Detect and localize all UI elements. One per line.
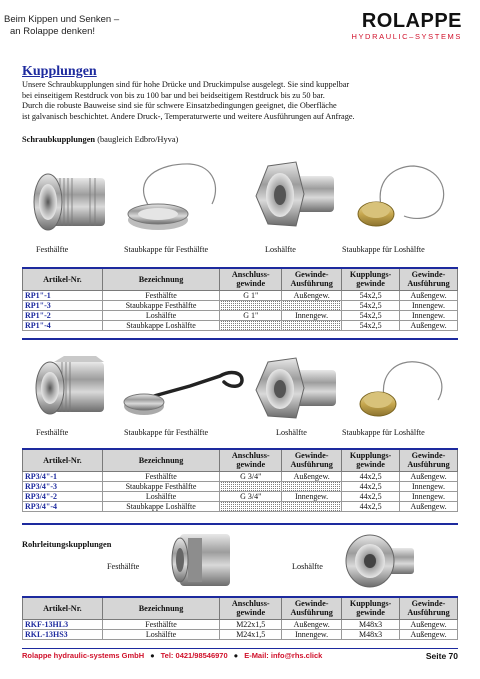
coupling-thread: M48x3 [342,629,400,639]
table-row [23,491,458,501]
article-number: RP3/4"-2 [23,491,103,501]
table-row [23,471,458,481]
table-row [23,310,458,320]
intro-line: bei einseitigem Restdruck von bis zu 100 bar und bei beidseitigem Restdruck bis zu 50 bar. [22,90,325,100]
table-header-row [23,449,458,471]
table-row [23,501,458,511]
header-thread-type: Gewinde- Ausführung [282,597,342,619]
header-article: Artikel-Nr. [23,449,103,471]
section-heading-text: Schraubkupplungen [22,135,96,144]
header-coupling-thread: Kupplungs- gewinde [342,268,400,290]
section-heading-pipe-couplings [22,540,111,549]
intro-line: Durch die robuste Bauweise sind sie für schwere Einsatzbedingungen geeignet, die Oberfläche [22,101,337,111]
thread-type: Innengew. [282,491,342,501]
table-row [23,629,458,639]
bullet-icon: ● [233,651,239,660]
connection-thread: M24x1,5 [220,629,282,639]
connection-thread [220,481,282,491]
dust-cap-male-half-3-4-image [120,362,250,426]
designation: Staubkappe Loshälfte [102,320,220,330]
section-heading-screw-couplings [22,135,178,144]
coupling-thread: M48x3 [342,619,400,629]
connection-thread: G 1" [220,310,282,320]
connection-thread: G 1" [220,290,282,300]
page-number: Seite 70 [425,651,458,661]
slogan-line-2: an Rolappe denken! [10,26,96,37]
caption-male-half-3-4: Festhälfte [36,428,69,437]
header-thread-type-2: Gewinde- Ausführung [400,449,458,471]
header-thread-type-2: Gewinde- Ausführung [400,597,458,619]
pipe-coupling-female-half-image [340,530,420,592]
article-number: RP1"-1 [23,290,103,300]
article-number: RP3/4"-3 [23,481,103,491]
thread-type-2: Außengew. [400,619,458,629]
brand-name: ROLAPPE [361,10,462,32]
thread-type-2: Außengew. [400,629,458,639]
header-thread-type: Gewinde- Ausführung [282,449,342,471]
header-coupling-thread: Kupplungs- gewinde [342,597,400,619]
caption-male-half: Festhälfte [36,245,69,254]
thread-type-2: Außengew. [400,471,458,481]
connection-thread [220,320,282,330]
thread-type: Außengew. [282,619,342,629]
designation: Loshälfte [102,310,220,320]
designation: Loshälfte [102,629,220,639]
thread-type-2: Innengew. [400,491,458,501]
thread-type-2: Außengew. [400,290,458,300]
footer-contact [22,651,322,661]
footer-company: Rolappe hydraulic-systems GmbH [22,651,145,660]
thread-type: Innengew. [282,629,342,639]
article-number: RP1"-3 [23,300,103,310]
article-number: RP3/4"-1 [23,471,103,481]
page-title: Kupplungen [22,64,97,79]
intro-line: ist galvanisch beschichtet. Andere Druck-, Temperaturwerte und weitere Ausführungen auf Anfrage. [22,111,355,121]
thread-type-2: Außengew. [400,320,458,330]
section-heading-note: (baugleich Edbro/Hyva) [97,135,179,144]
table-header-row [23,268,458,290]
header-thread-type-2: Gewinde- Ausführung [400,268,458,290]
thread-type-2: Innengew. [400,481,458,491]
coupling-thread: 54x2,5 [342,310,400,320]
caption-pipe-female-half: Loshälfte [292,562,323,571]
spec-table-pipe-couplings [22,596,458,640]
table-row [23,320,458,330]
designation: Loshälfte [102,491,220,501]
page-footer [22,648,458,661]
header-connection-thread: Anschluss- gewinde [220,449,282,471]
section-divider [22,338,458,340]
coupling-thread: 44x2,5 [342,491,400,501]
caption-pipe-male-half: Festhälfte [107,562,140,571]
caption-dust-cap-male-3-4: Staubkappe für Festhälfte [124,428,209,437]
article-number: RKF-13HL3 [23,619,103,629]
thread-type: Außengew. [282,290,342,300]
pipe-coupling-male-half-image [166,528,246,592]
designation: Staubkappe Loshälfte [102,501,220,511]
dust-cap-male-half-image [120,158,228,238]
bullet-icon: ● [150,651,155,660]
designation: Festhälfte [102,619,220,629]
designation: Staubkappe Festhälfte [102,481,220,491]
section-divider [22,523,458,525]
header-connection-thread: Anschluss- gewinde [220,268,282,290]
connection-thread [220,501,282,511]
caption-female-half-3-4: Loshälfte [276,428,307,437]
coupling-female-half-3-4-image [252,354,342,428]
article-number: RP3/4"-4 [23,501,103,511]
thread-type: Außengew. [282,471,342,481]
thread-type-2: Innengew. [400,310,458,320]
coupling-male-half-image [20,166,112,240]
header-designation: Bezeichnung [102,449,220,471]
article-number: RP1"-2 [23,310,103,320]
caption-female-half: Loshälfte [265,245,296,254]
coupling-thread: 44x2,5 [342,501,400,511]
coupling-thread: 44x2,5 [342,481,400,491]
caption-dust-cap-female-3-4: Staubkappe für Loshälfte [342,428,425,437]
thread-type [282,300,342,310]
brand-logo [351,10,462,41]
thread-type [282,501,342,511]
designation: Staubkappe Festhälfte [102,300,220,310]
designation: Festhälfte [102,290,220,300]
caption-dust-cap-female: Staubkappe für Loshälfte [342,245,425,254]
header-article: Artikel-Nr. [23,268,103,290]
coupling-thread: 54x2,5 [342,300,400,310]
section-heading-text: Rohrleitungskupplungen [22,540,112,549]
article-number: RKL-13HS3 [23,629,103,639]
thread-type-2: Innengew. [400,300,458,310]
header-designation: Bezeichnung [102,597,220,619]
footer-phone: Tel: 0421/98546970 [160,651,228,660]
dust-cap-female-half-image [354,160,454,240]
table-row [23,619,458,629]
table-row [23,300,458,310]
dust-cap-female-half-3-4-image [354,354,454,428]
header-article: Artikel-Nr. [23,597,103,619]
header-connection-thread: Anschluss- gewinde [220,597,282,619]
designation: Festhälfte [102,471,220,481]
header-designation: Bezeichnung [102,268,220,290]
table-row [23,290,458,300]
connection-thread: G 3/4" [220,491,282,501]
footer-email: E-Mail: info@rhs.click [244,651,323,660]
article-number: RP1"-4 [23,320,103,330]
connection-thread: G 3/4" [220,471,282,481]
slogan [4,14,119,38]
thread-type [282,320,342,330]
header-thread-type: Gewinde- Ausführung [282,268,342,290]
thread-type-2: Außengew. [400,501,458,511]
coupling-male-half-3-4-image [20,352,112,426]
slogan-line-1: Beim Kippen und Senken – [4,14,120,25]
table-header-row [23,597,458,619]
intro-text [22,80,468,122]
coupling-thread: 44x2,5 [342,471,400,481]
header-coupling-thread: Kupplungs- gewinde [342,449,400,471]
caption-dust-cap-male: Staubkappe für Festhälfte [124,245,209,254]
spec-table-1-inch [22,267,458,331]
connection-thread [220,300,282,310]
thread-type: Innengew. [282,310,342,320]
thread-type [282,481,342,491]
connection-thread: M22x1,5 [220,619,282,629]
coupling-thread: 54x2,5 [342,320,400,330]
spec-table-3-4-inch [22,448,458,512]
table-row [23,481,458,491]
coupling-thread: 54x2,5 [342,290,400,300]
coupling-female-half-image [252,158,342,238]
intro-line: Unsere Schraubkupplungen sind für hohe Drücke und Druckimpulse ausgelegt. Sie sind kuppelbar [22,80,350,89]
brand-subtitle: HYDRAULIC–SYSTEMS [351,32,462,41]
